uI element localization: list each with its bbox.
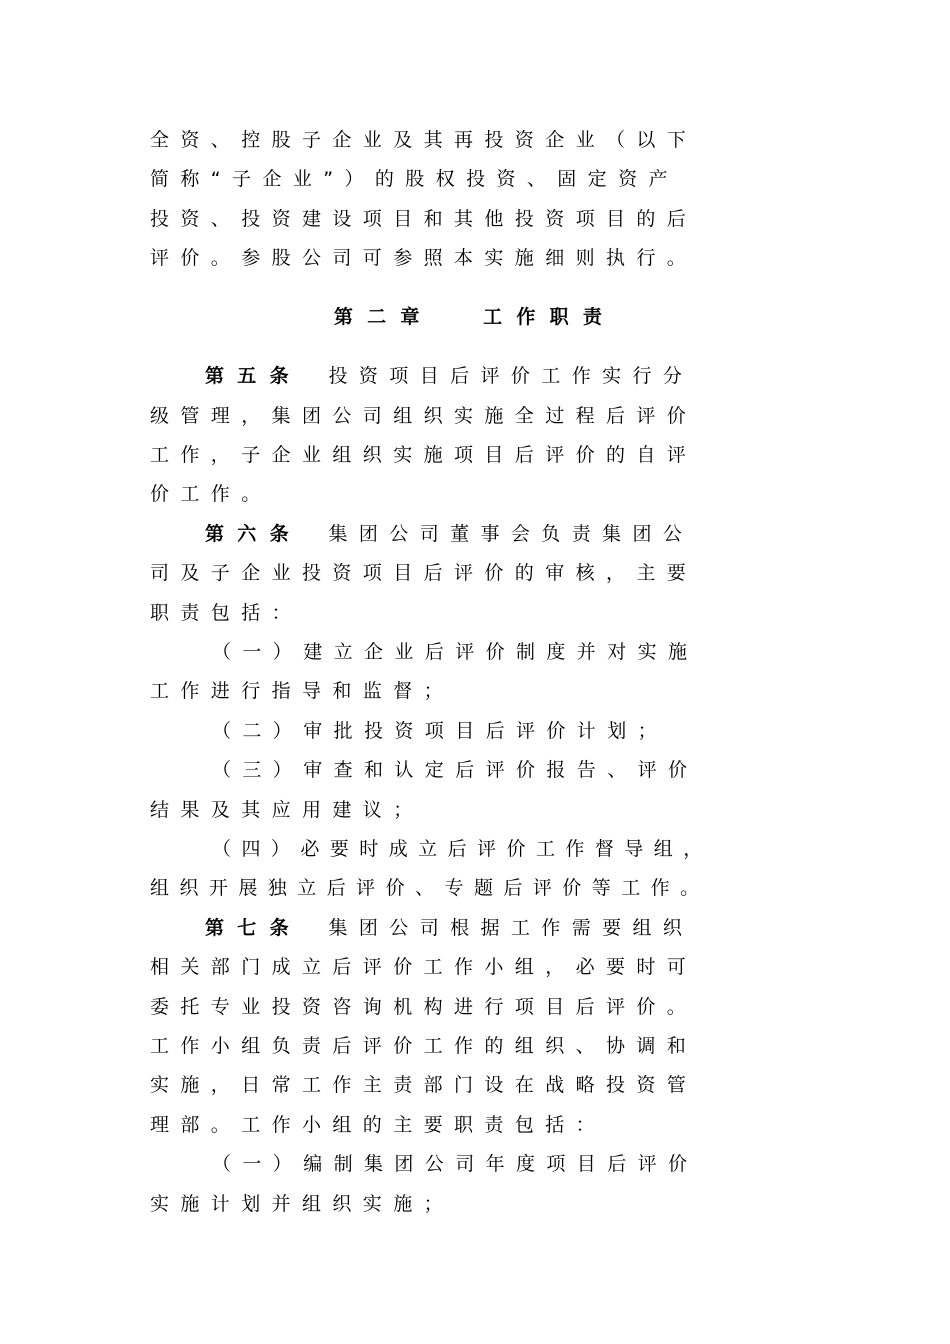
article5-first-line xyxy=(205,364,790,388)
chapter-title: 工作职责 xyxy=(483,306,617,328)
article7-line-6: 理部。工作小组的主要职责包括： xyxy=(150,1114,607,1136)
intro-line-1: 全资、控股子企业及其再投资企业（以下 xyxy=(150,129,698,151)
intro-line-2: 简称“子企业”）的股权投资、固定资产 xyxy=(150,168,679,190)
chapter-number: 第二章 xyxy=(333,306,434,328)
article6-item-3-cont: 结果及其应用建议； xyxy=(150,799,424,821)
article6-item-1-cont: 工作进行指导和监督； xyxy=(150,680,455,702)
article7-item-1-cont: 实施计划并组织实施； xyxy=(150,1193,455,1215)
article7-first-line xyxy=(205,916,790,940)
article6-line-2: 司及子企业投资项目后评价的审核，主要 xyxy=(150,562,698,584)
article7-label: 第七条 xyxy=(205,917,302,939)
article6-item-4: （四）必要时成立后评价工作督导组， xyxy=(212,838,713,860)
article6-first-text: 集团公司董事会负责集团公 xyxy=(328,523,694,545)
article7-item-1: （一）编制集团公司年度项目后评价 xyxy=(212,1153,699,1175)
article6-item-4-cont: 组织开展独立后评价、专题后评价等工作。 xyxy=(150,877,710,899)
article5-line-2: 级管理，集团公司组织实施全过程后评价 xyxy=(150,405,698,427)
article6-first-line xyxy=(205,522,790,546)
article6-line-3: 职责包括： xyxy=(150,602,303,624)
article5-line-4: 价工作。 xyxy=(150,483,272,505)
intro-line-4: 评价。参股公司可参照本实施细则执行。 xyxy=(150,247,698,269)
article7-line-5: 实施，日常工作主责部门设在战略投资管 xyxy=(150,1074,698,1096)
article6-item-2: （二）审批投资项目后评价计划； xyxy=(212,720,669,742)
article7-line-4: 工作小组负责后评价工作的组织、协调和 xyxy=(150,1035,698,1057)
article5-first-text: 投资项目后评价工作实行分 xyxy=(328,365,694,387)
article6-item-1: （一）建立企业后评价制度并对实施 xyxy=(212,641,699,663)
article7-line-2: 相关部门成立后评价工作小组，必要时可 xyxy=(150,956,698,978)
article7-first-text: 集团公司根据工作需要组织 xyxy=(328,917,694,939)
chapter-heading xyxy=(0,305,950,329)
article5-label: 第五条 xyxy=(205,365,302,387)
article5-line-3: 工作，子企业组织实施项目后评价的自评 xyxy=(150,444,698,466)
article6-label: 第六条 xyxy=(205,523,302,545)
article7-line-3: 委托专业投资咨询机构进行项目后评价。 xyxy=(150,996,698,1018)
intro-line-3: 投资、投资建设项目和其他投资项目的后 xyxy=(150,208,698,230)
article6-item-3: （三）审查和认定后评价报告、评价 xyxy=(212,759,699,781)
